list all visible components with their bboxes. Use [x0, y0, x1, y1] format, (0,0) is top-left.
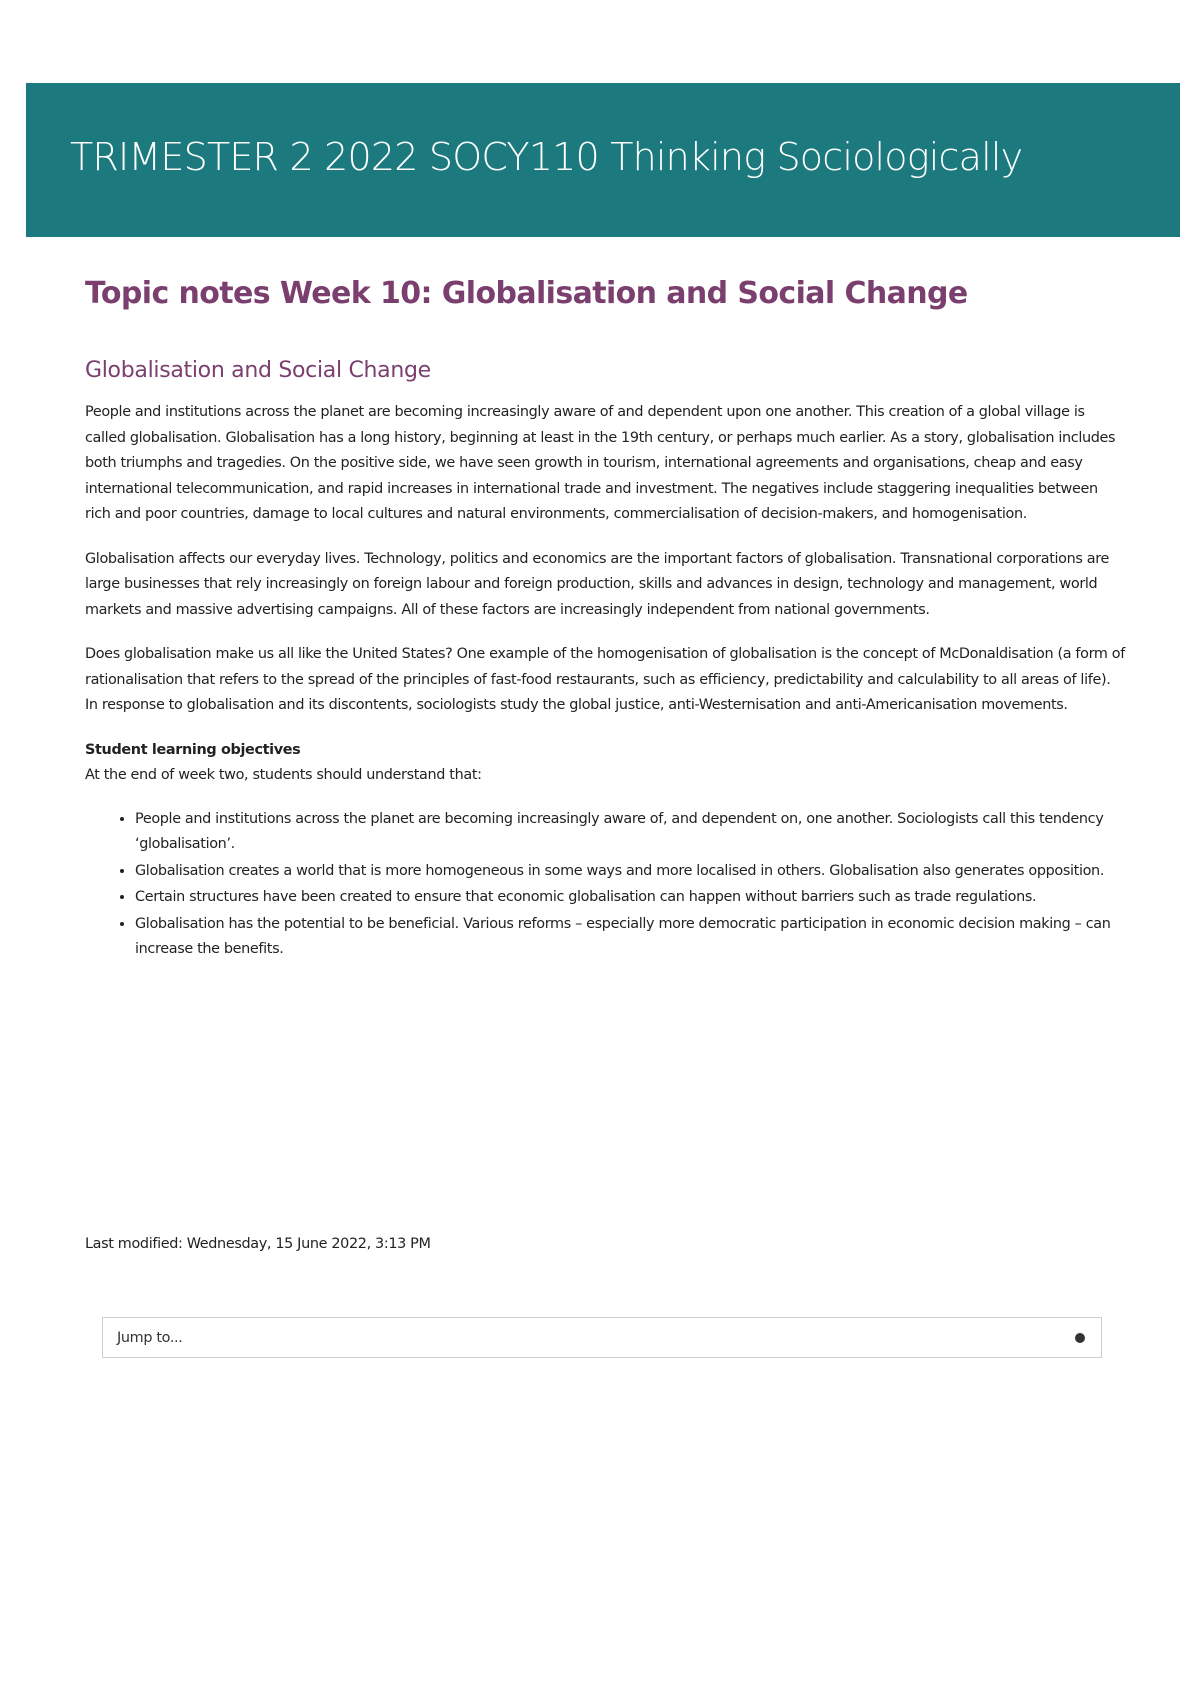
- list-item: • Certain structures have been created to ensure that economic globalisation can happen without barriers such as trade regulations.: [135, 885, 1125, 911]
- jump-to-select[interactable]: [102, 1317, 1102, 1358]
- list-item: • Globalisation has the potential to be beneficial. Various reforms – especially more democratic participation in economic decision making – can increase the benefits.: [135, 912, 1125, 963]
- section-title: Globalisation and Social Change: [85, 358, 431, 383]
- paragraph: Globalisation affects our everyday lives. Technology, politics and economics are the important factors of globalisation. Transnational corporations are large businesses that rely increasingly on foreign labour and foreign production, skills and advances in design, technology and management, world markets and massive advertising campaigns. All of these factors are increasingly independent from national governments.: [85, 550, 1109, 618]
- list-item: • Globalisation creates a world that is more homogeneous in some ways and more localised in others. Globalisation also generates opposition.: [135, 859, 1125, 885]
- objectives-intro: At the end of week two, students should understand that:: [85, 767, 482, 784]
- paragraph: People and institutions across the planet are becoming increasingly aware of and dependent upon one another. This creation of a global village is called globalisation. Globalisation has a long history, beginning at least in the 19th century, or perhaps much earlier. As a story, globalisation includes both triumphs and tragedies. On the positive side, we have seen growth in tourism, international agreements and organisations, cheap and easy international telecommunication, and rapid increases in international trade and investment. The negatives include staggering inequalities between rich and poor countries, damage to local cultures and natural environments, commercialisation of decision-makers, and homogenisation.: [85, 404, 1116, 523]
- course-banner: [26, 83, 1180, 237]
- objectives-heading: Student learning objectives: [85, 741, 301, 758]
- course-title: TRIMESTER 2 2022 SOCY110 Thinking Sociologically: [70, 135, 1023, 179]
- main-content: [85, 276, 1125, 964]
- list-item: • People and institutions across the planet are becoming increasingly aware of, and dependent on, one another. Sociologists call this tendency ‘globalisation’.: [135, 807, 1125, 858]
- dropdown-arrow-icon: [1075, 1333, 1085, 1343]
- jump-to-label: Jump to...: [117, 1329, 183, 1346]
- page-title: Topic notes Week 10: Globalisation and Social Change: [85, 276, 968, 311]
- objectives-list: [85, 807, 1125, 963]
- last-modified: Last modified: Wednesday, 15 June 2022, 3:13 PM: [85, 1236, 431, 1252]
- paragraph: Does globalisation make us all like the United States? One example of the homogenisation of globalisation is the concept of McDonaldisation (a form of rationalisation that refers to the spread of the principles of fast-food restaurants, such as efficiency, predictability and calculability to all areas of life). In response to globalisation and its discontents, sociologists study the global justice, anti-Westernisation and anti-Americanisation movements.: [85, 646, 1125, 714]
